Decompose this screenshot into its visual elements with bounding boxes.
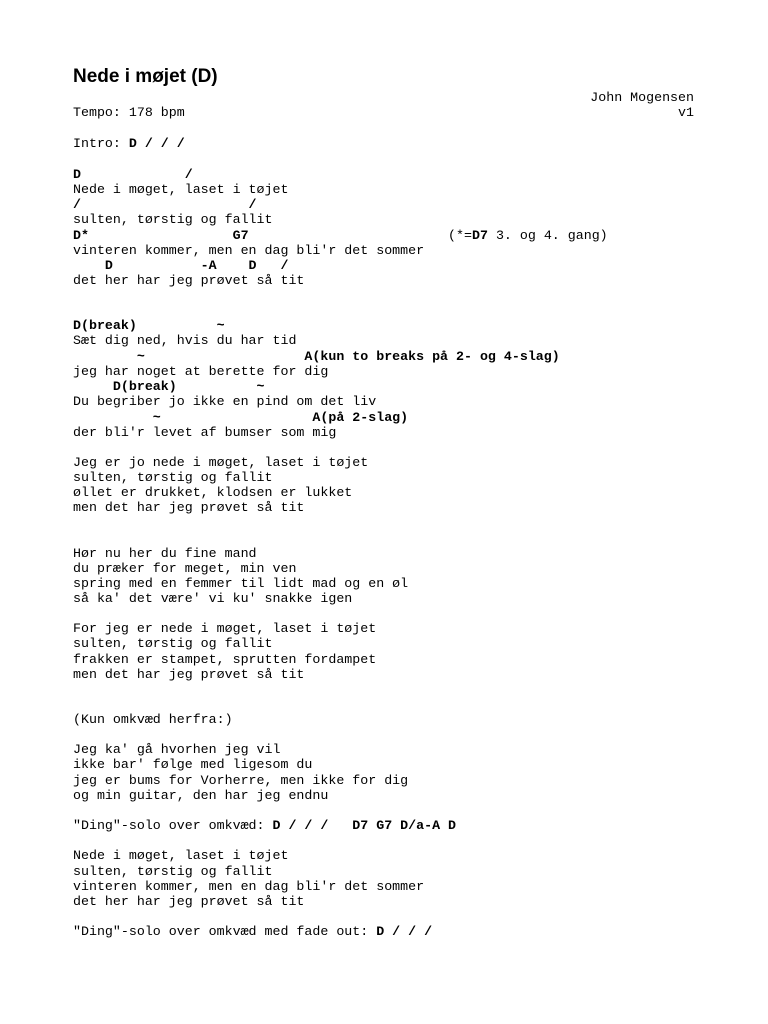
chord-text: D -A D /	[73, 258, 289, 273]
lyric-line	[73, 364, 328, 379]
lyric-line	[73, 212, 273, 227]
author-name: John Mogensen	[590, 90, 694, 105]
lyric-line	[73, 243, 424, 258]
lyric-line	[73, 712, 233, 727]
lyric-text: spring med en femmer til lidt mad og en øl	[73, 576, 409, 591]
lyric-line	[73, 742, 280, 757]
lyric-line	[73, 591, 352, 606]
lyric-text: Jeg er jo nede i møget, laset i tøjet	[73, 455, 369, 470]
chord-text: D* G7	[73, 228, 249, 243]
chord-text: D / / / D7 G7 D/a-A D	[272, 818, 457, 833]
lyric-text: men det har jeg prøvet så tit	[73, 500, 305, 515]
lyric-text: Du begriber jo ikke en pind om det liv	[73, 394, 377, 409]
lyric-text: det her har jeg prøvet så tit	[73, 894, 305, 909]
lyric-line	[73, 546, 257, 561]
lyric-text: du præker for meget, min ven	[73, 561, 297, 576]
lyric-line	[73, 576, 408, 591]
lyric-text: sulten, tørstig og fallit	[73, 212, 273, 227]
lyric-text: sulten, tørstig og fallit	[73, 864, 273, 879]
lyric-line	[73, 455, 368, 470]
chord-line	[73, 318, 225, 333]
lyric-text: så ka' det være' vi ku' snakke igen	[73, 591, 353, 606]
lyric-line	[73, 561, 296, 576]
lyric-line	[73, 394, 376, 409]
lyric-text: der bli'r levet af bumser som mig	[73, 425, 337, 440]
lyric-line	[73, 652, 376, 667]
lyric-line	[73, 757, 312, 772]
chord-line	[73, 258, 288, 273]
chord-text: D / / /	[376, 924, 433, 939]
lyric-text: (*=	[248, 228, 472, 243]
lyric-line	[73, 879, 424, 894]
chord-line	[73, 410, 408, 425]
lyric-line	[73, 425, 336, 440]
lyric-line	[73, 136, 185, 151]
lyric-line	[73, 228, 608, 243]
lyric-line	[73, 500, 304, 515]
lyric-text: 3. og 4. gang)	[487, 228, 608, 243]
song-title: Nede i møjet (D)	[73, 66, 218, 87]
lyric-line	[73, 894, 304, 909]
lyric-line	[73, 667, 304, 682]
lyric-text: Jeg ka' gå hvorhen jeg vil	[73, 742, 281, 757]
chord-line	[73, 379, 265, 394]
chord-text: ~ A(kun to breaks på 2- og 4-slag)	[73, 349, 560, 364]
lyric-line	[73, 848, 288, 863]
lyric-line	[73, 182, 288, 197]
lyric-line	[73, 273, 304, 288]
lyric-text: Sæt dig ned, hvis du har tid	[73, 333, 297, 348]
lyric-line	[73, 818, 456, 833]
lyric-text: (Kun omkvæd herfra:)	[73, 712, 233, 727]
lyric-text: jeg har noget at berette for dig	[73, 364, 329, 379]
chord-line	[73, 167, 193, 182]
chord-text: D / / /	[128, 136, 185, 151]
tempo-line: Tempo: 178 bpm	[73, 105, 185, 120]
lyric-line	[73, 636, 273, 651]
lyric-text: øllet er drukket, klodsen er lukket	[73, 485, 353, 500]
lyric-line	[73, 485, 352, 500]
chord-text: D /	[73, 167, 193, 182]
lyric-text: "Ding"-solo over omkvæd:	[73, 818, 273, 833]
lyric-text: Nede i møget, laset i tøjet	[73, 848, 289, 863]
version-label: v1	[678, 105, 694, 120]
lyric-line	[73, 924, 432, 939]
lyric-text: "Ding"-solo over omkvæd med fade out:	[73, 924, 377, 939]
chord-line	[73, 197, 257, 212]
chord-text: D7	[472, 228, 488, 243]
lyric-text: ikke bar' følge med ligesom du	[73, 757, 313, 772]
lyric-line	[73, 621, 376, 636]
lyric-text: frakken er stampet, sprutten fordampet	[73, 652, 377, 667]
chord-text: ~ A(på 2-slag)	[73, 410, 409, 425]
lyric-line	[73, 788, 328, 803]
lyric-text: det her har jeg prøvet så tit	[73, 273, 305, 288]
lyric-text: Hør nu her du fine mand	[73, 546, 257, 561]
chord-text: / /	[73, 197, 257, 212]
lyric-text: og min guitar, den har jeg endnu	[73, 788, 329, 803]
lyric-line	[73, 773, 408, 788]
lyric-text: Intro:	[73, 136, 129, 151]
chord-text: D(break) ~	[73, 318, 225, 333]
lyric-text: sulten, tørstig og fallit	[73, 470, 273, 485]
chord-line	[73, 349, 560, 364]
lyric-text: jeg er bums for Vorherre, men ikke for dig	[73, 773, 409, 788]
lyric-line	[73, 470, 273, 485]
lyric-text: sulten, tørstig og fallit	[73, 636, 273, 651]
lyric-line	[73, 864, 273, 879]
lyric-text: vinteren kommer, men en dag bli'r det sommer	[73, 879, 425, 894]
lyric-line	[73, 333, 296, 348]
lyric-text: Nede i møget, laset i tøjet	[73, 182, 289, 197]
chord-text: D(break) ~	[73, 379, 265, 394]
lyric-text: men det har jeg prøvet så tit	[73, 667, 305, 682]
lyric-text: For jeg er nede i møget, laset i tøjet	[73, 621, 377, 636]
lyric-text: vinteren kommer, men en dag bli'r det sommer	[73, 243, 425, 258]
